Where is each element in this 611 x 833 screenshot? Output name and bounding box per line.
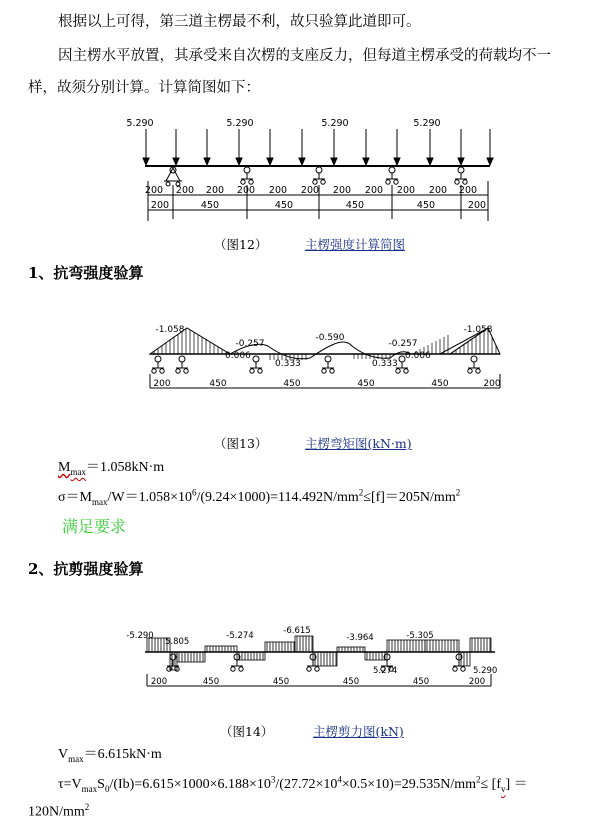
tau-sup-e: 2 [476,774,481,785]
shear-value-label: 5.805 [165,637,190,647]
roller-support [250,356,262,373]
roller-support [322,356,334,373]
main-dimension-label: 200 [467,200,487,211]
roller-support [313,167,325,184]
main-dimension-label: 450 [202,677,220,687]
sigma-sup-c: 2 [358,487,364,498]
figure-13-title-link[interactable]: 主楞弯矩图(kN·m) [305,436,412,451]
shear-value-label: 5.290 [473,666,498,676]
sigma-part-c: /(9.24×1000)=114.492N/mm [196,490,359,505]
load-arrow [363,129,369,165]
moment-value-label: -0.257 [388,339,418,349]
mmax-equation [58,456,164,477]
section-1-heading: 1、抗弯强度验算 [28,264,144,282]
load-arrow [204,129,210,165]
figure-14-number: （图14） [220,724,274,739]
tau-sub-a: max [81,783,98,794]
sub-dimension-label: 200 [236,185,256,196]
roller-support [176,356,188,373]
tau-part-b: S [97,777,105,792]
moment-value-label: -0.257 [235,339,265,349]
sub-dimension-label: 200 [364,185,384,196]
roller-support [152,356,164,373]
sigma-part-b: /W＝1.058×10 [107,490,192,505]
shear-segment [177,652,205,662]
roller-support [468,356,480,373]
sub-dimension-label: 200 [205,185,225,196]
load-arrow [331,129,337,165]
pin-support [164,167,182,186]
shear-value-label: -5.305 [406,631,434,641]
roller-support [241,167,253,184]
sigma-sup-b: 6 [192,487,197,498]
sub-dimension-label: 200 [300,185,320,196]
tau-line2-sup: 2 [84,802,90,812]
figure-12-title-link[interactable]: 主楞强度计算简图 [305,237,406,252]
tau-line2-value: 120N/mm [28,804,85,820]
main-dimension-label: 450 [283,379,301,389]
main-dimension-label: 200 [153,379,171,389]
sub-dimension-label: 200 [458,185,478,196]
shear-segment [295,636,313,652]
vmax-symbol: V [58,747,69,762]
roller-support [386,167,398,184]
load-arrow [173,129,179,165]
load-arrow [299,129,305,165]
moment-value-label: 0.006 [405,351,431,361]
load-arrow [143,129,149,165]
tau-equation-line2 [28,802,89,821]
figure-13-diagram [140,318,510,398]
main-dimension-label: 450 [342,677,360,687]
load-arrow [236,129,242,165]
sub-dimension-label: 200 [332,185,352,196]
sigma-part-a: σ＝M [58,490,92,505]
sub-dimension-label: 200 [268,185,288,196]
vmax-value: ＝6.615kN·m [83,747,162,762]
mmax-sub: max [70,466,86,477]
moment-value-label: -0.590 [315,333,345,343]
sub-dimension-label: 200 [144,185,164,196]
main-dimension-label: 450 [274,200,294,211]
shear-segment [205,646,237,652]
moment-value-label: 0.333 [372,359,398,369]
mmax-value: ＝1.058kN·m [85,460,165,475]
section-2-heading: 2、抗剪强度验算 [28,560,144,578]
tau-sup-d: 4 [337,774,342,785]
ok-note-1: 满足要求 [62,517,127,536]
paragraph-1: 根据以上可得，第三道主楞最不利，故只验算此道即可。 [58,14,421,30]
sigma-sub-a: max [92,496,108,507]
tau-sup-c: 3 [270,774,276,785]
moment-value-label: 0.006 [225,351,251,361]
moment-value-label: -1.058 [463,325,493,335]
tau-part-c: /(Ib)=6.615×1000×6.188×10 [109,777,271,792]
paragraph-2-line1: 因主楞水平放置，其承受来自次楞的支座反力，但每道主楞承受的荷载均不一 [58,48,551,64]
load-arrow [458,129,464,165]
vmax-equation [58,743,162,764]
sigma-sup-d: 2 [455,487,461,498]
roller-support [455,167,467,184]
load-arrow [427,129,433,165]
main-dimension-label: 450 [272,677,290,687]
tau-part-f: ≤ [f [480,777,502,792]
shear-segment [265,642,295,652]
shear-value-label: 5.274 [373,666,398,676]
load-arrow [487,129,493,165]
tau-part-a: τ=V [58,777,82,792]
main-dimension-label: 450 [357,379,375,389]
figure-14-diagram [125,622,505,694]
load-label: 5.290 [413,118,441,129]
shear-value-label: -6.615 [283,626,311,636]
vmax-sub: max [68,753,84,764]
main-dimension-label: 450 [345,200,365,211]
moment-value-label: -1.058 [155,325,185,335]
tau-sub-b: 0 [104,783,110,794]
main-dimension-label: 200 [150,200,170,211]
load-label: 5.290 [226,118,254,129]
sub-dimension-label: 200 [396,185,416,196]
shear-segment [425,640,459,652]
sub-dimension-label: 200 [428,185,448,196]
tau-sub-f: v [501,783,506,794]
sub-dimension-label: 200 [175,185,195,196]
main-dimension-label: 200 [483,379,501,389]
shear-segment [470,638,491,652]
figure-13-number: （图13） [214,436,268,451]
figure-12-number: （图12） [214,237,268,252]
main-dimension-label: 450 [431,379,449,389]
load-arrow [394,129,400,165]
main-dimension-label: 200 [150,677,168,687]
main-dimension-label: 450 [200,200,220,211]
tau-part-g: ] ＝ [505,777,528,792]
shear-value-label: -3.964 [346,633,374,643]
shear-segment [313,652,337,666]
paragraph-2-line2: 样，故须分别计算。计算简图如下： [28,80,260,96]
load-label: 5.290 [126,118,154,129]
main-dimension-label: 450 [416,200,436,211]
shear-segment [387,640,425,652]
tau-equation [58,773,528,794]
sigma-part-d: ≤[f]＝205N/mm [363,490,456,505]
main-dimension-label: 450 [412,677,430,687]
mmax-symbol: M [58,460,71,475]
sigma-equation [58,486,460,507]
load-label: 5.290 [321,118,349,129]
load-arrow [267,129,273,165]
moment-value-label: 0.333 [275,359,301,369]
shear-segment [237,652,265,660]
figure-14-title-link[interactable]: 主楞剪力图(kN) [313,724,404,739]
tau-part-e: ×0.5×10)=29.535N/mm [341,777,476,792]
main-dimension-label: 200 [468,677,486,687]
tau-part-d: /(27.72×10 [275,777,338,792]
figure-12-diagram [126,115,500,225]
main-dimension-label: 450 [209,379,227,389]
shear-value-label: -5.274 [226,631,254,641]
shear-value-label: -5.290 [126,631,154,641]
